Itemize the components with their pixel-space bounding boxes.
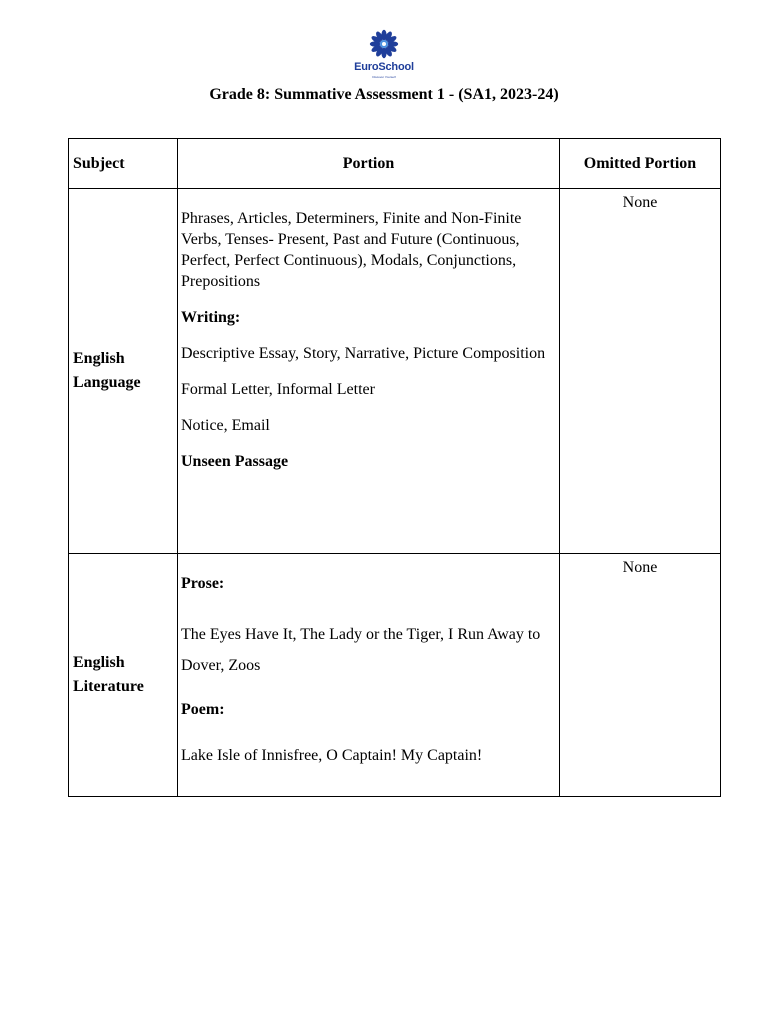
portion-cell (178, 554, 560, 797)
flower-emblem-icon (369, 29, 399, 59)
poem-heading: Poem: (181, 701, 225, 718)
writing-topic: Formal Letter, Informal Letter (181, 381, 375, 398)
subject-cell: English Language (69, 189, 178, 554)
table-row (69, 189, 721, 554)
unseen-passage-heading: Unseen Passage (181, 453, 289, 470)
school-logo (347, 29, 421, 81)
logo-wordmark: EuroSchool (354, 61, 414, 73)
poem-topics: Lake Isle of Innisfree, O Captain! My Captain! (181, 747, 483, 764)
writing-heading: Writing: (181, 309, 241, 326)
column-header-portion: Portion (178, 139, 560, 189)
prose-topics: The Eyes Have It, The Lady or the Tiger, I Run Away to Dover, Zoos (181, 626, 541, 674)
grammar-topics: Phrases, Articles, Determiners, Finite and Non-Finite Verbs, Tenses- Present, Past and Future (Continuous, Perfect, Perfect Continuous), Modals, Conjunctions, Prepositions (181, 210, 522, 290)
logo-tagline: Discover Yourself (372, 75, 396, 79)
syllabus-table (68, 138, 721, 797)
prose-heading: Prose: (181, 575, 225, 592)
omitted-portion-cell: None (560, 189, 721, 554)
table-header-row (69, 139, 721, 189)
portion-cell (178, 189, 560, 554)
omitted-portion-cell: None (560, 554, 721, 797)
writing-topic: Descriptive Essay, Story, Narrative, Picture Composition (181, 345, 546, 362)
writing-topic: Notice, Email (181, 417, 270, 434)
table-row (69, 554, 721, 797)
column-header-subject: Subject (69, 139, 178, 189)
document-title: Grade 8: Summative Assessment 1 - (SA1, 2023-24) (209, 86, 559, 103)
subject-cell: English Literature (69, 554, 178, 797)
column-header-omitted-portion: Omitted Portion (560, 139, 721, 189)
